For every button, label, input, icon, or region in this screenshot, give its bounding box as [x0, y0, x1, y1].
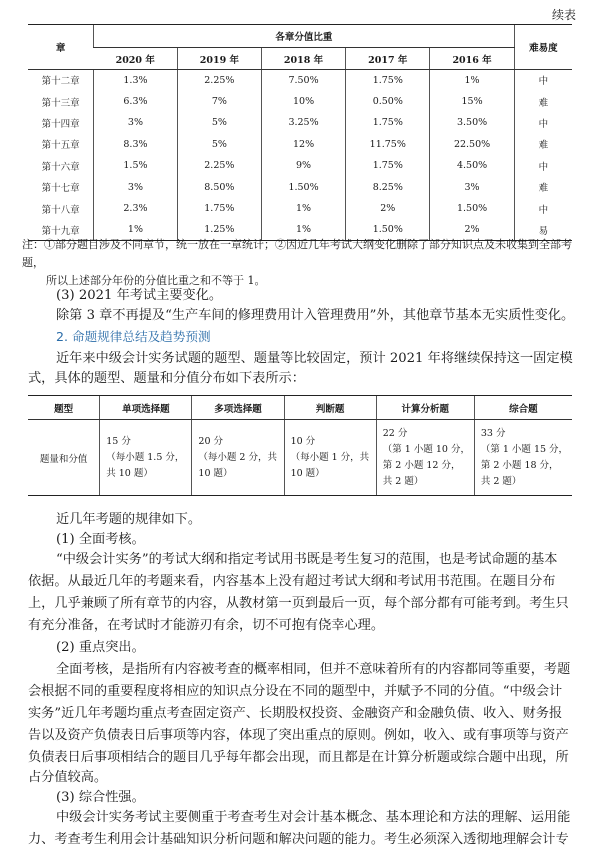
difficulty-cell: 难: [514, 91, 572, 112]
value-cell: 3.25%: [261, 112, 345, 133]
header-cell: 综合题: [474, 396, 572, 420]
section3-text: 除第 3 章不再提及“生产车间的修理费用计入管理费用”外，其他章节基本无实质性变化。: [56, 308, 575, 323]
cell-line: 10 分: [290, 435, 316, 447]
value-cell: 1.50%: [430, 198, 514, 219]
value-cell: 1.5%: [94, 155, 178, 176]
value-cell: 3%: [94, 112, 178, 133]
value-cell: 1%: [261, 198, 345, 219]
value-cell: 2.25%: [177, 70, 261, 91]
note-line: 注：①部分题目涉及不同章节，统一放在一章统计；②因近几年考试大纲变化删除了部分知识点及未收集到全部考题，: [22, 238, 572, 269]
score-cell: [100, 420, 192, 496]
chapter-cell: 第十八章: [41, 204, 80, 216]
intro-line: 式，具体的题型、题量和分值分布如下表所示：: [28, 371, 305, 386]
table-row: [28, 70, 572, 91]
table-row: [28, 91, 572, 112]
header-cell: 计算分析题: [376, 396, 474, 420]
cell-line: 第 2 小题 12 分，: [382, 459, 461, 471]
rule1-title: (1) 全面考核。: [56, 532, 145, 547]
difficulty-cell: 难: [514, 134, 572, 155]
value-cell: 2%: [430, 219, 514, 240]
rule3-title: (3) 综合性强。: [56, 790, 145, 805]
paragraph-line: 占分值较高。: [28, 770, 108, 785]
value-cell: 1.75%: [346, 155, 430, 176]
score-cell: [284, 420, 376, 496]
cell-line: 20 分: [198, 435, 224, 447]
chapter-cell: 第十六章: [41, 161, 80, 173]
intro-line: 近年来中级会计实务试题的题型、题量等比较固定，预计 2021 年将继续保持这一固定模: [56, 351, 573, 366]
value-cell: 1%: [261, 219, 345, 240]
paragraph-line: 中级会计实务考试主要侧重于考查考生对会计基本概念、基本理论和方法的理解、运用能: [56, 810, 571, 825]
question-type-table: [28, 395, 572, 496]
row-label: 题量和分值: [28, 420, 100, 496]
score-cell: [474, 420, 572, 496]
continued-label: 续表: [551, 8, 576, 22]
value-cell: 8.3%: [94, 134, 178, 155]
cell-line: 共 2 题）: [480, 475, 522, 487]
cell-line: 共 10 题）: [106, 467, 153, 479]
value-cell: 6.3%: [94, 91, 178, 112]
cell-line: 10 题）: [290, 467, 325, 479]
paragraph-line: 全面考核，是指所有内容被考查的概率相同，但并不意味着所有的内容都同等重要，考题: [56, 662, 571, 677]
value-cell: 1.75%: [346, 70, 430, 91]
header-cell: 单项选择题: [100, 396, 192, 420]
header-year: 2019 年: [177, 48, 261, 70]
table-row: [28, 112, 572, 133]
value-cell: 1%: [430, 70, 514, 91]
header-cell: 多项选择题: [192, 396, 284, 420]
difficulty-cell: 中: [514, 198, 572, 219]
value-cell: 3%: [94, 176, 178, 197]
value-cell: 9%: [261, 155, 345, 176]
note-line: 所以上述部分年份的分值比重之和不等于 1。: [46, 274, 266, 287]
value-cell: 3.50%: [430, 112, 514, 133]
heading-2: 2. 命题规律总结及趋势预测: [56, 329, 211, 344]
chapter-cell: 第十七章: [41, 183, 80, 195]
value-cell: 8.50%: [177, 176, 261, 197]
table-row: [28, 176, 572, 197]
score-cell: [192, 420, 284, 496]
header-cell: 判断题: [284, 396, 376, 420]
paragraph-line: 依据。从最近几年的考题来看，内容基本上没有超过考试大纲和考试用书范围。在题目分布: [28, 574, 556, 589]
cell-line: 22 分: [382, 427, 408, 439]
chapter-cell: 第十九章: [28, 219, 94, 240]
table-row: [28, 198, 572, 219]
value-cell: 5%: [177, 134, 261, 155]
value-cell: 22.50%: [430, 134, 514, 155]
paragraph-line: 告以及资产负债表日后事项等内容，体现了突出重点的原则。例如，收入、或有事项等与资产: [28, 728, 569, 743]
paragraph-line: 负债表日后事项相结合的题目几乎每年都会出现，而且都是在计算分析题或综合题中出现，所: [28, 750, 569, 765]
value-cell: 0.50%: [346, 91, 430, 112]
value-cell: 4.50%: [430, 155, 514, 176]
paragraph-line: 有充分准备，在考试时才能游刃有余，切不可抱有侥幸心理。: [28, 618, 385, 633]
score-cell: [376, 420, 474, 496]
paragraph-line: “中级会计实务”的考试大纲和指定考试用书既是考生复习的范围，也是考试命题的基本: [56, 552, 558, 567]
value-cell: 12%: [261, 134, 345, 155]
header-year: 2018 年: [261, 48, 345, 70]
difficulty-cell: 难: [514, 176, 572, 197]
paragraph-line: 力、考查考生利用会计基础知识分析问题和解决问题的能力。考生必须深入透彻地理解会计专: [28, 832, 569, 847]
cell-line: （每小题 1.5 分，: [106, 451, 185, 463]
table-row: [28, 420, 572, 496]
cell-line: 共 2 题）: [382, 475, 424, 487]
value-cell: 1.75%: [177, 198, 261, 219]
cell-line: 10 题）: [198, 467, 233, 479]
difficulty-cell: 中: [514, 155, 572, 176]
difficulty-cell: 中: [514, 112, 572, 133]
value-cell: 1%: [94, 219, 178, 240]
header-chapter: 章: [28, 25, 94, 70]
value-cell: 2.25%: [177, 155, 261, 176]
value-cell: 3%: [430, 176, 514, 197]
value-cell: 1.3%: [94, 70, 178, 91]
value-cell: 1.50%: [346, 219, 430, 240]
value-cell: 2.3%: [94, 198, 178, 219]
value-cell: 5%: [177, 112, 261, 133]
table-row: [28, 134, 572, 155]
cell-line: 第 2 小题 18 分，: [480, 459, 559, 471]
cell-line: （每小题 2 分，共: [198, 451, 277, 463]
value-cell: 10%: [261, 91, 345, 112]
rule2-title: (2) 重点突出。: [56, 640, 145, 655]
chapter-cell: 第十五章: [41, 140, 80, 152]
value-cell: 15%: [430, 91, 514, 112]
cell-line: （每小题 1 分，共: [290, 451, 370, 463]
value-cell: 7%: [177, 91, 261, 112]
cell-line: 15 分: [106, 435, 131, 447]
paragraph-line: 上，几乎兼顾了所有章节的内容，从教材第一页到最后一页，每个部分都有可能考到。考生只: [28, 596, 569, 611]
value-cell: 11.75%: [346, 134, 430, 155]
cell-line: （第 1 小题 10 分，: [382, 443, 470, 455]
difficulty-cell: 易: [514, 219, 572, 240]
paragraph-line: 会根据不同的重要程度将相应的知识点分设在不同的题型中，并赋予不同的分值。“中级会计: [28, 684, 563, 699]
cell-line: 33 分: [480, 427, 506, 439]
value-cell: 7.50%: [261, 70, 345, 91]
chapter-cell: 第十四章: [41, 118, 80, 130]
value-cell: 2%: [346, 198, 430, 219]
chapter-cell: 第十二章: [41, 76, 80, 88]
header-score-group: 各章分值比重: [94, 25, 515, 48]
header-year: 2020 年: [94, 48, 178, 70]
value-cell: 1.50%: [261, 176, 345, 197]
paragraph-line: 实务”近几年考题均重点考查固定资产、长期股权投资、金融资产和金融负债、收入、财务报: [28, 706, 563, 721]
chapter-cell: 第十三章: [41, 97, 80, 109]
header-cell: 题型: [28, 396, 100, 420]
rules-intro: 近几年考题的规律如下。: [56, 512, 202, 527]
difficulty-cell: 中: [514, 70, 572, 91]
chapter-score-table: [28, 24, 572, 241]
value-cell: 1.25%: [177, 219, 261, 240]
header-difficulty: 难易度: [514, 25, 572, 70]
table-note: [22, 236, 578, 290]
table-row: [28, 155, 572, 176]
value-cell: 1.75%: [346, 112, 430, 133]
value-cell: 8.25%: [346, 176, 430, 197]
header-year: 2017 年: [346, 48, 430, 70]
section3-title: (3) 2021 年考试主要变化。: [56, 288, 223, 303]
header-year: 2016 年: [430, 48, 514, 70]
cell-line: （第 1 小题 15 分，: [480, 443, 569, 455]
